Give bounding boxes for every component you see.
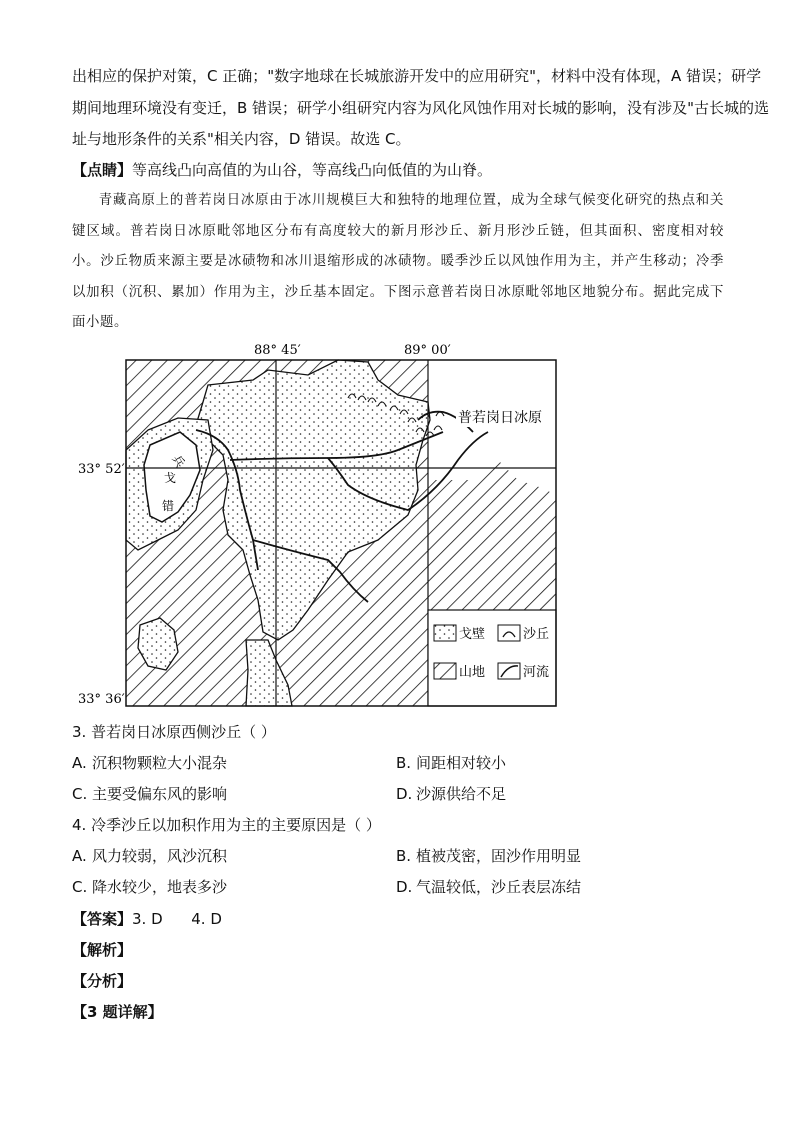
option-key: D. [396, 785, 413, 803]
map-body [126, 360, 556, 706]
lat-label-bottom: 33° 36′ [78, 692, 125, 707]
option-text: 主要受偏东风的影响 [92, 785, 228, 803]
explanation-line-1: 出相应的保护对策，C 正确；"数字地球在长城旅游开发中的应用研究"，材料中没有体现，A 错误；研学 [72, 67, 762, 85]
option-text: 沙源供给不足 [416, 785, 507, 803]
option-text: 植被茂密，固沙作用明显 [416, 847, 582, 865]
legend-mountain-label: 山地 [459, 665, 486, 680]
legend-gobi-swatch [434, 625, 456, 641]
glacier-label: 普若岗日冰原 [458, 410, 542, 426]
q4-option-d[interactable] [396, 877, 581, 897]
option-key: C. [72, 785, 88, 803]
answer-tag: 【答案】 [72, 910, 133, 928]
lake-label-char-1: 兵 [169, 452, 188, 470]
option-text: 降水较少，地表多沙 [92, 878, 228, 896]
legend-gobi-label: 戈壁 [459, 627, 486, 642]
detail-tag: 【3 题详解】 [72, 1003, 163, 1021]
option-key: A. [72, 754, 87, 772]
answer-text: 3. D 4. D [132, 910, 222, 928]
option-key: A. [72, 847, 87, 865]
legend-mountain-swatch [434, 663, 456, 679]
option-text: 间距相对较小 [416, 754, 507, 772]
passage-text: 青藏高原上的普若岗日冰原由于冰川规模巨大和独特的地理位置，成为全球气候变化研究的热点和关键区域。普若岗日冰原毗邻地区分布有高度较大的新月形沙丘、新月形沙丘链，但其面积、密度相对较小。沙丘物质来源主要是冰碛物和冰川退缩形成的冰碛物。暖季沙丘以风蚀作用为主，并产生移动；冷季以加积（沉积、累加）作用为主，沙丘基本固定。下图示意普若岗日冰原毗邻地区地貌分布。据此完成下面小题。 [72, 193, 724, 330]
q3-option-d[interactable] [396, 784, 506, 804]
explanation-line-2: 期间地理环境没有变迁，B 错误；研学小组研究内容为风化风蚀作用对长城的影响，没有涉及"古长城的选 [72, 99, 769, 117]
tip-text: 等高线凸向高值的为山谷，等高线凸向低值的为山脊。 [132, 161, 493, 179]
option-text: 风力较弱，风沙沉积 [92, 847, 228, 865]
q3-stem: 3. 普若岗日冰原西侧沙丘（ ） [72, 723, 276, 741]
explanation-line-3: 址与地形条件的关系"相关内容，D 错误。故选 C。 [72, 130, 411, 148]
legend-dune-label: 沙丘 [523, 627, 550, 642]
option-key: D. [396, 878, 413, 896]
lon-label-left: 88° 45′ [254, 343, 301, 358]
option-text: 沉积物颗粒大小混杂 [92, 754, 228, 772]
legend [428, 610, 556, 706]
q3-option-c[interactable] [72, 784, 227, 804]
lon-label-right: 89° 00′ [404, 343, 451, 358]
mountain-area-east [428, 460, 556, 610]
lake-label-char-3: 错 [162, 499, 175, 513]
option-key: C. [72, 878, 88, 896]
analysis-tag: 【解析】 [72, 941, 133, 959]
lake-label-char-2: 戈 [164, 471, 177, 485]
fenxi-tag: 【分析】 [72, 972, 133, 990]
option-key: B. [396, 754, 412, 772]
q3-option-b[interactable] [396, 753, 506, 773]
tip-tag: 【点睛】 [72, 161, 133, 179]
q3-option-a[interactable] [72, 753, 227, 773]
q4-option-b[interactable] [396, 846, 581, 866]
q4-option-c[interactable] [72, 877, 227, 897]
q4-stem: 4. 冷季沙丘以加积作用为主的主要原因是（ ） [72, 816, 381, 834]
option-text: 气温较低，沙丘表层冻结 [416, 878, 582, 896]
reading-passage [72, 186, 724, 339]
lat-label-top: 33° 52′ [78, 462, 125, 477]
legend-dune-swatch [498, 625, 520, 641]
landform-map [78, 340, 562, 712]
option-key: B. [396, 847, 412, 865]
answer-line [72, 909, 222, 929]
q4-option-a[interactable] [72, 846, 227, 866]
legend-river-label: 河流 [523, 665, 550, 680]
tip-line [72, 160, 492, 180]
